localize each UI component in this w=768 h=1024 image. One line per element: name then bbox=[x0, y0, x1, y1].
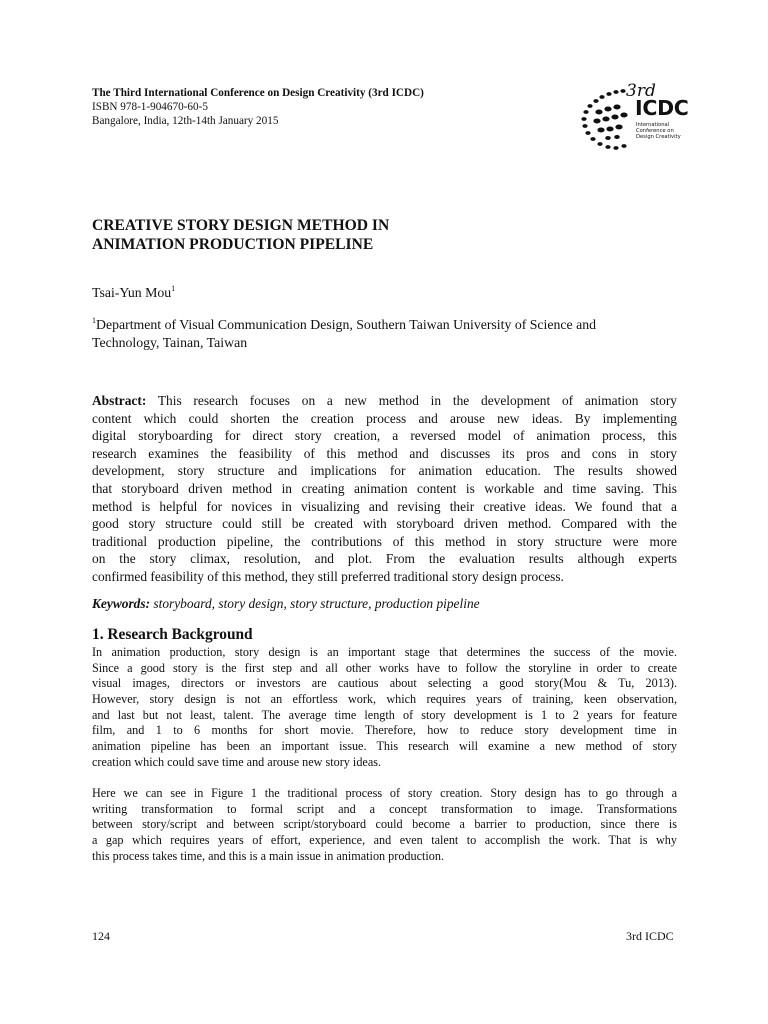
abstract-text: This research focuses on a new method in the development of animation story bbox=[157, 393, 678, 408]
keywords-label: Keywords: bbox=[92, 596, 151, 611]
isbn: ISBN 978-1-904670-60-5 bbox=[92, 101, 208, 113]
paper-title bbox=[92, 216, 692, 254]
paragraph-line: writing transformation to formal script and a concept transformation to image. Transformations bbox=[92, 801, 677, 816]
abstract-line: good story structure could still be created with storyboard driven method. Compared with the bbox=[92, 516, 677, 532]
affiliation bbox=[92, 316, 692, 352]
affiliation-line bbox=[92, 316, 692, 334]
logo-3rd: 3rd bbox=[626, 81, 656, 101]
abstract-line: that storyboard driven method in creating animation content is workable and time saving. This bbox=[92, 480, 677, 496]
author-name: Tsai-Yun Mou bbox=[92, 285, 172, 300]
abstract-line: traditional production pipeline, the contributions of this method in story structure were more bbox=[92, 533, 677, 549]
paragraph-line: creation which could save time and arouse new story ideas. bbox=[92, 754, 382, 769]
abstract-line: content which could shorten the creation process and arouse new ideas. By implementing bbox=[92, 410, 677, 426]
paragraph-line: between story/script and between script/storyboard could become a barrier to production, since there is bbox=[92, 817, 677, 832]
abstract bbox=[92, 392, 677, 586]
paragraph-line: animation pipeline has been an important issue. This research will examine a new method of story bbox=[92, 738, 677, 753]
abstract-line: digital storyboarding for direct story creation, a reversed model of animation process, this bbox=[92, 428, 677, 444]
author-superscript: 1 bbox=[171, 284, 176, 293]
keywords bbox=[92, 595, 480, 613]
affiliation-text: Department of Visual Communication Design, Southern Taiwan University of Science and bbox=[96, 317, 597, 332]
affiliation-superscript: 1 bbox=[92, 316, 96, 325]
logo-subtitle-line: International bbox=[636, 122, 670, 128]
logo-icdc: ICDC bbox=[635, 96, 689, 120]
paragraph-line: Since a good story is the first step and all other works have to follow the storyline in order to create bbox=[92, 660, 677, 675]
abstract-label: Abstract: bbox=[92, 393, 147, 408]
title-line: ANIMATION PRODUCTION PIPELINE bbox=[92, 236, 374, 253]
paragraph-line: However, story design is not an effortless work, which requires years of training, keen observation, bbox=[92, 691, 677, 706]
abstract-line: research examines the feasibility of this method and discusses its pros and cons in story bbox=[92, 445, 677, 461]
page-number: 124 bbox=[92, 929, 110, 943]
paragraph-line: this process takes time, and this is a main issue in animation production. bbox=[92, 848, 445, 863]
logo-subtitle-line: Conference on bbox=[636, 127, 674, 134]
paragraph-line: In animation production, story design is an important stage that determines the success of the movie. bbox=[92, 645, 677, 659]
paragraph-line: a gap which requires years of effort, experience, and even talent to accomplish the work. That is why bbox=[92, 832, 677, 847]
abstract-line bbox=[92, 392, 677, 410]
conference-title: The Third International Conference on Design Creativity (3rd ICDC) bbox=[92, 87, 424, 99]
title-line: CREATIVE STORY DESIGN METHOD IN bbox=[92, 217, 390, 234]
keywords-text: storyboard, story design, story structure, production pipeline bbox=[153, 596, 480, 611]
icdc-logo bbox=[579, 82, 689, 160]
affiliation-line: Technology, Tainan, Taiwan bbox=[92, 335, 248, 350]
paragraph-line: Here we can see in Figure 1 the traditional process of story creation. Story design has to go through a bbox=[92, 786, 677, 800]
abstract-line: on the story climax, resolution, and plot. From the evaluation results although experts bbox=[92, 551, 677, 567]
author bbox=[92, 284, 175, 302]
abstract-line: confirmed feasibility of this method, they still preferred traditional story design process. bbox=[92, 568, 564, 584]
abstract-line: development, story structure and implications for animation education. The results showed bbox=[92, 463, 677, 479]
paragraph-line: and last but not least, talent. The average time length of story development is 1 to 2 years for feature bbox=[92, 707, 677, 722]
conference-header bbox=[92, 86, 572, 128]
paragraph-line: film, and 1 to 6 months for short movie. Therefore, how to reduce story development time in bbox=[92, 723, 677, 738]
body-paragraph bbox=[92, 645, 677, 770]
footer-conference: 3rd ICDC bbox=[626, 929, 674, 943]
logo-subtitle bbox=[636, 123, 681, 141]
body-paragraph bbox=[92, 786, 677, 864]
abstract-line: method is helpful for novices in visualizing and revising their creative ideas. We found that a bbox=[92, 498, 677, 514]
conference-location-date: Bangalore, India, 12th-14th January 2015 bbox=[92, 115, 279, 127]
section-heading: 1. Research Background bbox=[92, 626, 253, 643]
paragraph-line: visual images, directors or investors are cautious about selecting a good story(Mou & Tu, 2013). bbox=[92, 676, 677, 691]
logo-subtitle-line: Design Creativity bbox=[636, 133, 681, 140]
